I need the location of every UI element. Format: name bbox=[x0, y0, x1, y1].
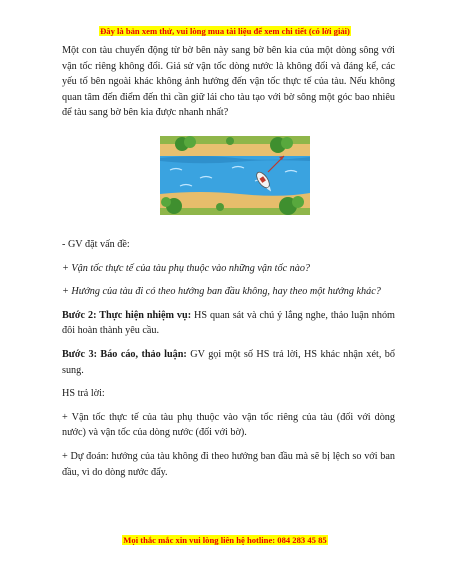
question-item: + Vận tốc thực tế của tàu phụ thuộc vào những vận tốc nào? bbox=[62, 262, 311, 274]
river-boat-illustration bbox=[160, 136, 310, 215]
question-item: + Hướng của tàu đi có theo hướng ban đầu không, hay theo một hướng khác? bbox=[62, 286, 381, 298]
problem-statement: Một con tàu chuyển động từ bờ bên này sang bờ bên kia của một dòng sông với vận tốc riêng không đổi. Giả sử vận tốc dòng nước là không đổi và đáng kể, các yếu tố bên ngoài khác không ảnh hưởng đến vận tốc thực tế của tàu. Nếu không quan tâm đến điểm đến thì cần giữ lái cho tàu tạo với bờ sông một góc bao nhiêu để tàu sang bờ bên kia được nhanh nhất? bbox=[62, 45, 395, 119]
step-3 bbox=[62, 347, 395, 378]
spacer bbox=[62, 215, 395, 237]
document-body bbox=[62, 40, 395, 480]
step-2-label: Bước 2: Thực hiện nhiệm vụ: bbox=[62, 309, 192, 321]
answer-item: + Vận tốc thực tế của tàu phụ thuộc vào vận tốc riêng của tàu (đối với dòng nước) và vận tốc của dòng nước (đối với bờ). bbox=[62, 411, 395, 439]
hotline-text: Mọi thắc mắc xin vui lòng liên hệ hotline: 084 283 45 85 bbox=[123, 535, 327, 545]
step-2-text: HS quan sát và chú ý lắng nghe, thảo luận nhóm đôi hoàn thành yêu cầu. bbox=[62, 309, 395, 337]
answers-title: HS trả lời: bbox=[62, 388, 105, 400]
step-3-text: GV gọi một số HS trả lời, HS khác nhận xét, bổ sung. bbox=[62, 348, 395, 376]
step-2 bbox=[62, 308, 395, 339]
step-3-label: Bước 3: Báo cáo, thảo luận: bbox=[62, 348, 187, 360]
river-boat-icon bbox=[160, 136, 310, 215]
answer-item: + Dự đoán: hướng của tàu không đi theo hướng ban đầu mà sẽ bị lệch so với ban đầu, vì do dòng nước đẩy. bbox=[62, 450, 395, 478]
preview-notice-text: Đây là bản xem thử, vui lòng mua tài liệu để xem chi tiết (có lời giải) bbox=[100, 26, 350, 36]
hotline-banner bbox=[0, 535, 450, 545]
teacher-intro: - GV đặt vấn đề: bbox=[62, 238, 130, 250]
preview-notice-banner bbox=[0, 26, 450, 36]
